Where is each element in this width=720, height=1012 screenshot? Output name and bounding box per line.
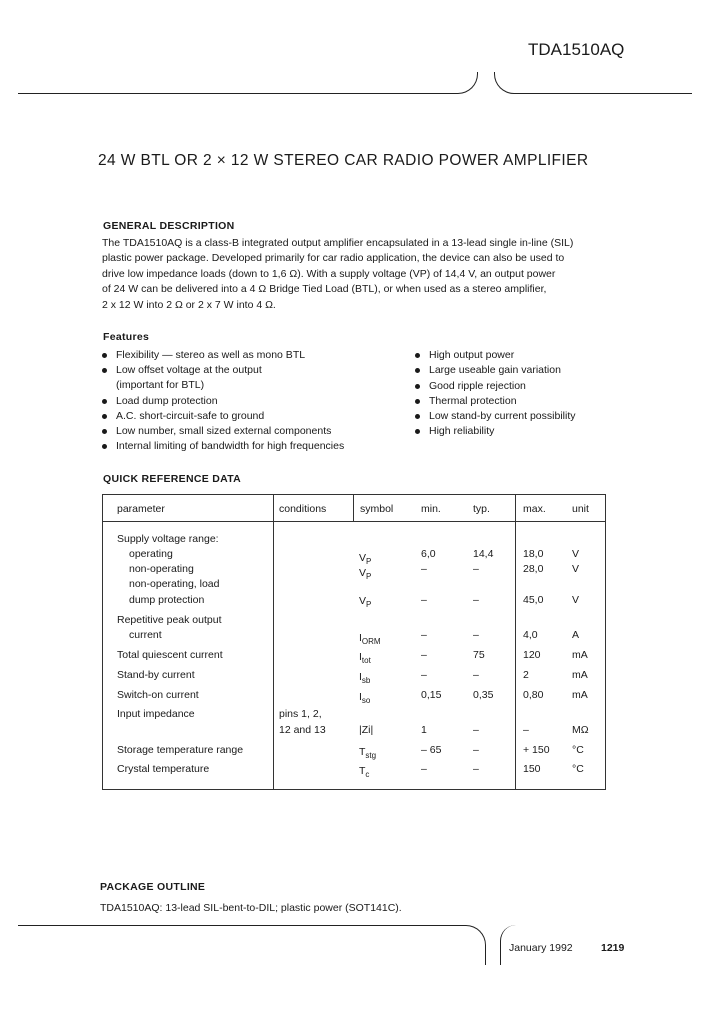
param-cell: Supply voltage range:: [117, 533, 219, 545]
features-left-list: [102, 348, 402, 458]
symbol-sub: P: [366, 600, 372, 609]
general-line: The TDA1510AQ is a class-B integrated output amplifier encapsulated in a 13-lead single in-line (SIL): [102, 237, 574, 249]
header-divider: [103, 521, 605, 522]
symbol-sub: P: [366, 572, 372, 581]
param-cell: Stand-by current: [117, 669, 195, 681]
unit-cell: V: [572, 594, 580, 606]
typ-cell: –: [473, 594, 479, 606]
symbol-cell: [359, 765, 369, 779]
bullet-icon: [415, 353, 420, 358]
symbol-main: I: [359, 651, 362, 663]
quick-reference-heading: QUICK REFERENCE DATA: [103, 473, 242, 485]
column-divider: [273, 495, 274, 789]
feature-item: High reliability: [429, 425, 495, 437]
general-description-text: [102, 236, 573, 313]
min-cell: –: [421, 763, 427, 775]
param-cell: Repetitive peak output: [117, 614, 222, 626]
part-number: TDA1510AQ: [528, 40, 625, 59]
symbol-cell: [359, 567, 371, 581]
param-cell: non-operating, load: [129, 578, 220, 590]
package-outline-text: TDA1510AQ: 13-lead SIL-bent-to-DIL; plastic power (SOT141C).: [100, 902, 402, 914]
symbol-cell: [359, 651, 371, 665]
unit-cell: mA: [572, 689, 588, 701]
bullet-icon: [102, 353, 107, 358]
symbol-main: I: [359, 632, 362, 644]
bullet-icon: [415, 384, 420, 389]
symbol-cell: [359, 746, 376, 760]
feature-item: Load dump protection: [116, 395, 218, 407]
symbol-cell: |Zi|: [359, 724, 374, 736]
symbol-sub: tot: [361, 656, 371, 665]
param-cell: current: [129, 629, 162, 641]
min-cell: 6,0: [421, 548, 436, 560]
bullet-icon: [102, 429, 107, 434]
col-header-max: max.: [523, 503, 546, 515]
typ-cell: 75: [473, 649, 485, 661]
general-line: plastic power package. Developed primarily for car radio application, the device can also be used to: [102, 252, 565, 265]
symbol-main: I: [359, 691, 362, 703]
bullet-icon: [415, 414, 420, 419]
footer-date: January 1992: [509, 942, 573, 954]
header-rule-right: [494, 72, 692, 94]
symbol-cell: [359, 632, 381, 646]
max-cell: 0,80: [523, 689, 544, 701]
column-divider: [515, 495, 516, 789]
general-line: 2 x 12 W into 2 Ω or 2 x 7 W into 4 Ω.: [102, 298, 276, 311]
cond-cell: 12 and 13: [279, 724, 326, 736]
symbol-main: T: [359, 746, 366, 758]
feature-item: High output power: [429, 349, 515, 361]
col-header-symbol: symbol: [360, 503, 394, 515]
param-cell: dump protection: [129, 594, 205, 606]
general-line: of 24 W can be delivered into a 4 Ω Bridge Tied Load (BTL), or when used as a stereo amplifier,: [102, 283, 547, 296]
unit-cell: MΩ: [572, 724, 589, 736]
min-cell: 0,15: [421, 689, 442, 701]
param-cell: operating: [129, 548, 173, 560]
bullet-icon: [415, 399, 420, 404]
min-cell: –: [421, 594, 427, 606]
param-cell: Storage temperature range: [117, 744, 244, 756]
bullet-icon: [102, 399, 107, 404]
page-title: 24 W BTL OR 2 × 12 W STEREO CAR RADIO POWER AMPLIFIER: [98, 152, 589, 169]
symbol-sub: sb: [361, 676, 371, 685]
feature-item: Low offset voltage at the output: [116, 364, 262, 376]
unit-cell: V: [572, 563, 580, 575]
symbol-cell: [359, 691, 370, 705]
max-cell: 28,0: [523, 563, 544, 575]
min-cell: –: [421, 669, 427, 681]
symbol-cell: [359, 552, 371, 566]
typ-cell: 14,4: [473, 548, 494, 560]
unit-cell: A: [572, 629, 580, 641]
min-cell: – 65: [421, 744, 442, 756]
features-heading: Features: [103, 331, 150, 343]
typ-cell: –: [473, 763, 479, 775]
max-cell: 4,0: [523, 629, 538, 641]
symbol-sub: ORM: [361, 637, 381, 646]
feature-item: Large useable gain variation: [429, 364, 561, 376]
col-header-min: min.: [421, 503, 441, 515]
col-header-unit: unit: [572, 503, 589, 515]
page-number: 1219: [601, 942, 625, 954]
bullet-icon: [102, 414, 107, 419]
symbol-cell: [359, 671, 370, 685]
bullet-icon: [102, 368, 107, 373]
features-right-list: [415, 348, 615, 443]
feature-item: Thermal protection: [429, 395, 517, 407]
max-cell: 2: [523, 669, 529, 681]
param-cell: Input impedance: [117, 708, 195, 720]
col-header-typ: typ.: [473, 503, 490, 515]
symbol-main: I: [359, 671, 362, 683]
unit-cell: °C: [572, 744, 584, 756]
min-cell: –: [421, 649, 427, 661]
min-cell: –: [421, 629, 427, 641]
min-cell: 1: [421, 724, 427, 736]
unit-cell: V: [572, 548, 580, 560]
max-cell: –: [523, 724, 529, 736]
max-cell: 45,0: [523, 594, 544, 606]
bullet-icon: [102, 444, 107, 449]
typ-cell: –: [473, 744, 479, 756]
typ-cell: –: [473, 724, 479, 736]
feature-item: Low number, small sized external components: [116, 425, 332, 437]
general-line: drive low impedance loads (down to 1,6 Ω). With a supply voltage (VP) of 14,4 V, an output power: [102, 267, 556, 280]
param-cell: Switch-on current: [117, 689, 199, 701]
unit-cell: mA: [572, 669, 588, 681]
bullet-icon: [415, 368, 420, 373]
param-cell: non-operating: [129, 563, 194, 575]
feature-item: Flexibility — stereo as well as mono BTL: [116, 349, 306, 361]
symbol-main: T: [359, 765, 366, 777]
typ-cell: –: [473, 563, 479, 575]
quick-reference-table: [102, 494, 606, 790]
col-header-parameter: parameter: [117, 503, 165, 515]
symbol-sub: c: [365, 770, 370, 779]
min-cell: –: [421, 563, 427, 575]
symbol-main: V: [359, 552, 367, 564]
param-cell: Total quiescent current: [117, 649, 223, 661]
symbol-sub: so: [361, 696, 371, 705]
symbol-main: V: [359, 595, 367, 607]
header-rule-left: [18, 72, 478, 94]
typ-cell: –: [473, 629, 479, 641]
feature-item: A.C. short-circuit-safe to ground: [116, 410, 265, 422]
general-description-heading: GENERAL DESCRIPTION: [103, 220, 235, 232]
feature-item: Low stand-by current possibility: [429, 410, 576, 422]
unit-cell: °C: [572, 763, 584, 775]
max-cell: 120: [523, 649, 541, 661]
unit-cell: mA: [572, 649, 588, 661]
symbol-sub: P: [366, 557, 372, 566]
package-outline-heading: PACKAGE OUTLINE: [100, 881, 206, 893]
max-cell: 150: [523, 763, 541, 775]
feature-item: Internal limiting of bandwidth for high frequencies: [116, 440, 345, 452]
max-cell: + 150: [523, 744, 550, 756]
typ-cell: 0,35: [473, 689, 494, 701]
feature-item-continued: (important for BTL): [116, 379, 205, 391]
symbol-main: V: [359, 567, 367, 579]
typ-cell: –: [473, 669, 479, 681]
bullet-icon: [415, 429, 420, 434]
symbol-sub: stg: [365, 751, 377, 760]
footer-rule-left: [18, 925, 486, 965]
col-header-conditions: conditions: [279, 503, 327, 515]
param-cell: Crystal temperature: [117, 763, 210, 775]
max-cell: 18,0: [523, 548, 544, 560]
symbol-cell: [359, 595, 371, 609]
feature-item: Good ripple rejection: [429, 380, 526, 392]
cond-cell: pins 1, 2,: [279, 708, 322, 720]
column-divider: [353, 495, 354, 521]
